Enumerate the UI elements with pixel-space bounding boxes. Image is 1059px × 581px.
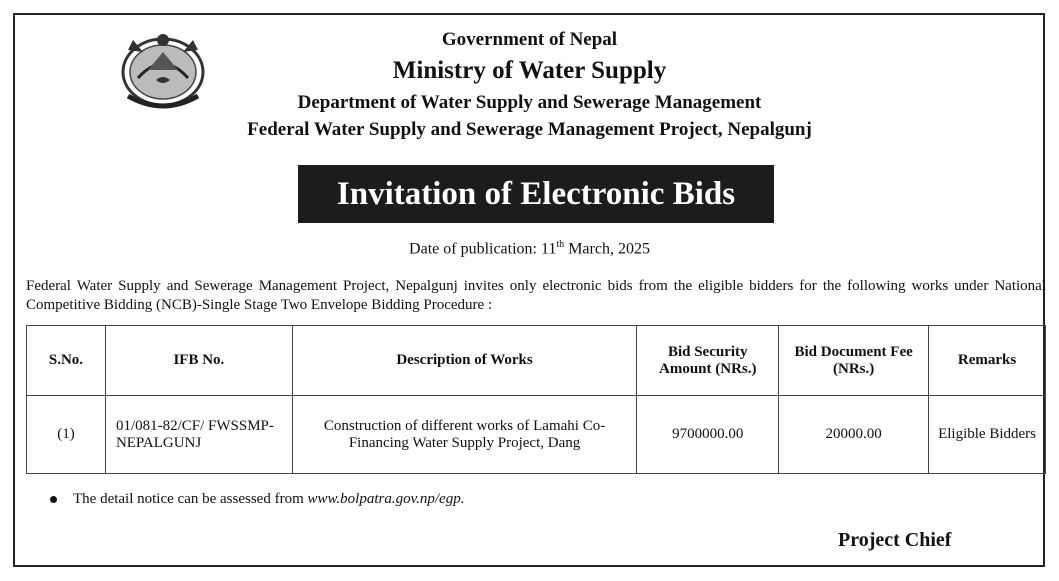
header-ifb: IFB No. (105, 326, 292, 396)
cell-description: Construction of different works of Lamahi Co-Financing Water Supply Project, Dang (292, 396, 637, 474)
table-header-row (27, 326, 1046, 396)
intro-paragraph: Federal Water Supply and Sewerage Management Project, Nepalgunj invites only electronic bids from the eligible bidders for the following works under National Competitive Bidding (NCB)-Single Stage Two Envelope Bidding Procedure : (26, 278, 1046, 313)
signature-title: Project Chief (838, 529, 952, 551)
header-remarks: Remarks (929, 326, 1046, 396)
header-description: Description of Works (292, 326, 637, 396)
egp-link[interactable]: www.bolpatra.gov.np/egp. (307, 491, 465, 507)
header-bid-security: Bid Security Amount (NRs.) (637, 326, 779, 396)
title-banner: Invitation of Electronic Bids (298, 165, 774, 223)
publication-date (0, 239, 1059, 258)
cell-doc-fee: 20000.00 (779, 396, 929, 474)
department-heading: Department of Water Supply and Sewerage Management (297, 92, 762, 113)
cell-ifb: 01/081-82/CF/ FWSSMP-NEPALGUNJ (105, 396, 292, 474)
cell-remarks: Eligible Bidders (929, 396, 1046, 474)
ministry-heading: Ministry of Water Supply (392, 57, 667, 84)
government-heading: Government of Nepal (441, 29, 618, 50)
publication-date-suffix: th (556, 239, 565, 250)
publication-date-rest: March, 2025 (564, 240, 650, 258)
bullet-icon (50, 496, 57, 503)
header-sno: S.No. (27, 326, 106, 396)
detail-note (50, 491, 464, 508)
bids-table (26, 325, 1046, 474)
header-doc-fee: Bid Document Fee (NRs.) (779, 326, 929, 396)
table-row (27, 396, 1046, 474)
note-text: The detail notice can be assessed from (73, 491, 308, 507)
cell-sno: (1) (27, 396, 106, 474)
project-heading: Federal Water Supply and Sewerage Management Project, Nepalgunj (247, 119, 812, 140)
publication-date-label: Date of publication: 11 (409, 240, 557, 258)
cell-bid-security: 9700000.00 (637, 396, 779, 474)
